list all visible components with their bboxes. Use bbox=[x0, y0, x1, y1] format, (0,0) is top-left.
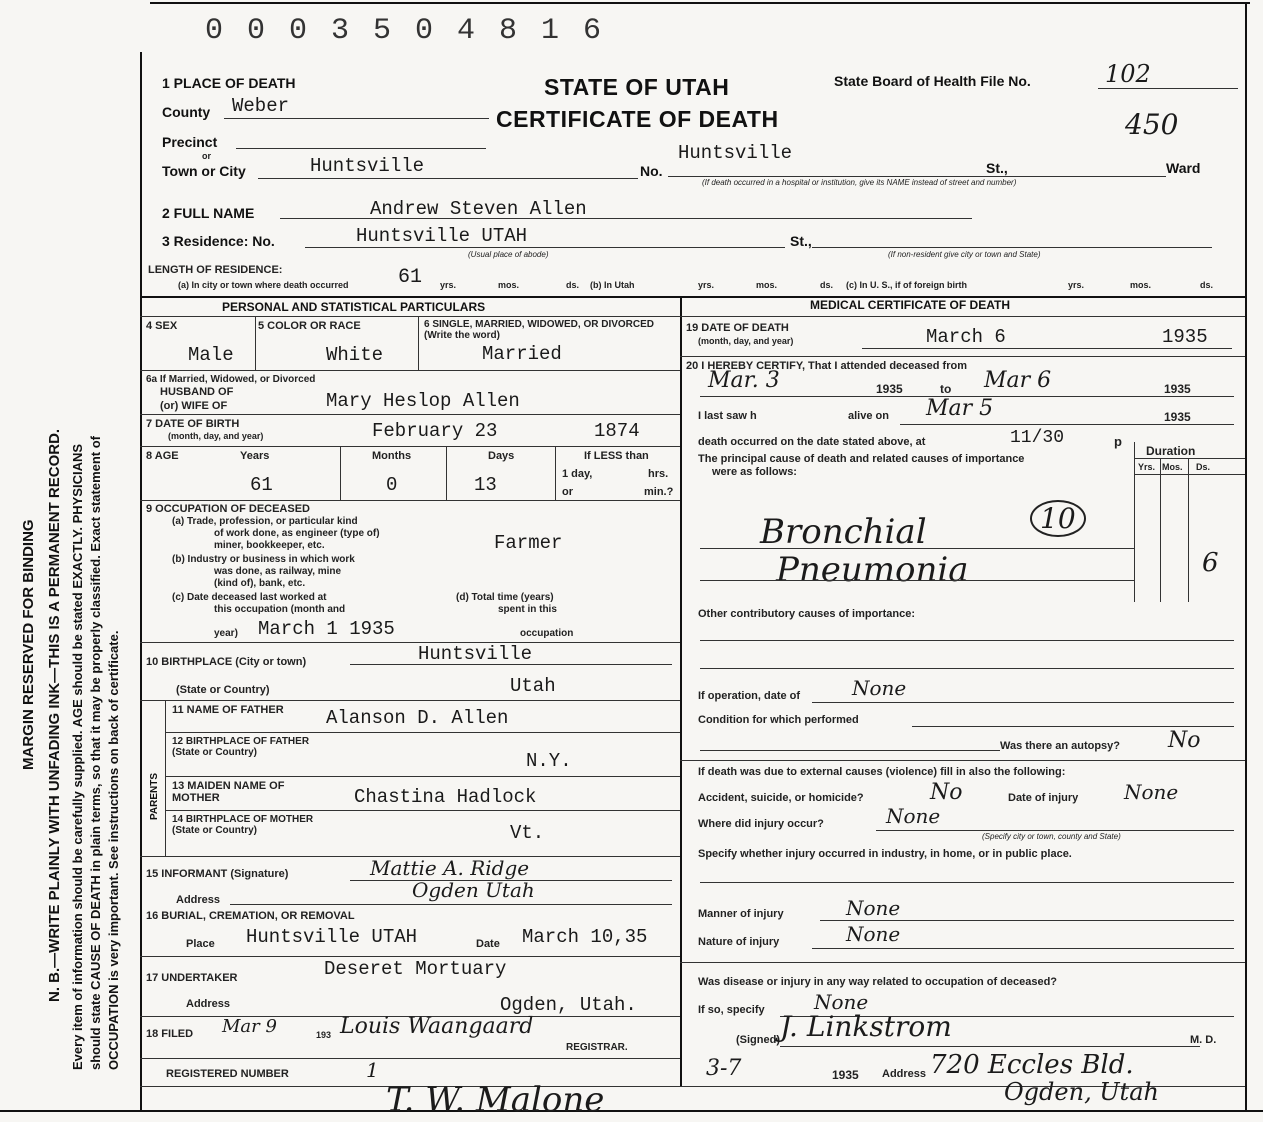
or-label: or bbox=[202, 151, 211, 161]
months-label: Months bbox=[372, 450, 412, 462]
county-label: County bbox=[162, 104, 211, 120]
length-c-label: (c) In U. S., if of foreign birth bbox=[846, 280, 967, 290]
mos-label-a: mos. bbox=[498, 280, 520, 290]
manner-value: None bbox=[846, 896, 901, 920]
attended-to: Mar 6 bbox=[984, 368, 1052, 393]
no-label: No. bbox=[640, 163, 663, 179]
occ-a-3: miner, bookkeeper, etc. bbox=[214, 540, 325, 551]
spouse-value: Mary Heslop Allen bbox=[326, 390, 520, 412]
birthplace-state: Utah bbox=[510, 675, 556, 697]
birthplace-city: Huntsville bbox=[418, 643, 533, 665]
external-label: If death was due to external causes (violence) fill in also the following: bbox=[698, 766, 1066, 778]
registered-number: 1 bbox=[366, 1058, 379, 1082]
informant-address-label: Address bbox=[176, 894, 221, 906]
attended-from-year: 1935 bbox=[876, 382, 903, 396]
state-title: STATE OF UTAH bbox=[544, 74, 730, 100]
dod-year: 1935 bbox=[1162, 326, 1208, 348]
duration-mos: Mos. bbox=[1162, 462, 1183, 472]
other-causes-label: Other contributory causes of importance: bbox=[698, 608, 915, 620]
cause-label-1: The principal cause of death and related causes of importance bbox=[698, 453, 1025, 465]
sex-value: Male bbox=[188, 344, 234, 366]
dod-label-2: (month, day, and year) bbox=[698, 336, 794, 346]
lastsaw-year: 1935 bbox=[1164, 410, 1191, 424]
lessthan-day: 1 day, bbox=[562, 468, 593, 480]
yrs-label-c: yrs. bbox=[1068, 280, 1085, 290]
cause-2-days: 6 bbox=[1202, 548, 1219, 578]
bottom-signature: T. W. Malone bbox=[386, 1080, 605, 1120]
mother-bp-label: 14 BIRTHPLACE OF MOTHER (State or Country) bbox=[172, 814, 314, 836]
certificate-title: CERTIFICATE OF DEATH bbox=[496, 106, 779, 132]
last-worked-value: March 1 1935 bbox=[258, 618, 395, 640]
occ-c-2: this occupation (month and bbox=[214, 604, 346, 615]
filed-label: 18 FILED bbox=[146, 1028, 194, 1040]
ifso-value: None bbox=[814, 990, 869, 1014]
dob-year: 1874 bbox=[594, 420, 640, 442]
father-bp-label: 12 BIRTHPLACE OF FATHER (State or Country) bbox=[172, 736, 310, 758]
cause-2: Pneumonia bbox=[776, 550, 969, 590]
age-days-value: 13 bbox=[474, 474, 497, 496]
manner-label: Manner of injury bbox=[698, 908, 784, 920]
marital-label: 6 SINGLE, MARRIED, WIDOWED, OR DIVORCED (Write the word) bbox=[424, 319, 655, 341]
occ-b-3: (kind of), bank, etc. bbox=[214, 578, 306, 589]
abode-note: (Usual place of abode) bbox=[468, 250, 549, 259]
lastsaw-mid-label: alive on bbox=[848, 410, 889, 422]
physician-city: Ogden, Utah bbox=[1004, 1078, 1159, 1106]
father-label: 11 NAME OF FATHER bbox=[172, 704, 284, 716]
nonresident-note: (If non-resident give city or town and State) bbox=[888, 250, 1041, 259]
duration-label: Duration bbox=[1146, 444, 1196, 458]
injury-date-label: Date of injury bbox=[1008, 792, 1079, 804]
registrar-label: REGISTRAR. bbox=[566, 1042, 628, 1053]
filed-year: 193 bbox=[316, 1030, 332, 1040]
ds-label-c: ds. bbox=[1200, 280, 1214, 290]
yrs-label-b: yrs. bbox=[698, 280, 715, 290]
autopsy-value: No bbox=[1168, 728, 1201, 753]
operation-value: None bbox=[852, 676, 907, 700]
father-value: Alanson D. Allen bbox=[326, 707, 509, 729]
dod-label-1: 19 DATE OF DEATH bbox=[686, 322, 789, 334]
attended-from: Mar. 3 bbox=[708, 368, 780, 393]
spouse-label-2: HUSBAND OF bbox=[160, 386, 234, 398]
occ-d-2: spent in this bbox=[498, 604, 557, 615]
cause-1: Bronchial bbox=[760, 512, 927, 552]
sign-date: 3-7 bbox=[706, 1056, 742, 1081]
nature-value: None bbox=[846, 922, 901, 946]
birthplace-state-label: (State or Country) bbox=[176, 684, 270, 696]
occ-a-2: of work done, as engineer (type of) bbox=[214, 528, 380, 539]
dob-label-2: (month, day, and year) bbox=[168, 431, 264, 441]
accident-label: Accident, suicide, or homicide? bbox=[698, 792, 864, 804]
informant-label: 15 INFORMANT (Signature) bbox=[146, 868, 289, 880]
serial-number: 0 0 0 3 5 0 4 8 1 6 bbox=[205, 14, 605, 48]
bottom-border bbox=[0, 1110, 1263, 1112]
mos-label-b: mos. bbox=[756, 280, 778, 290]
autopsy-label: Was there an autopsy? bbox=[1000, 740, 1121, 752]
lastsaw-label: I last saw h bbox=[698, 410, 757, 422]
ds-label-b: ds. bbox=[820, 280, 834, 290]
personal-section-title: PERSONAL AND STATISTICAL PARTICULARS bbox=[222, 300, 486, 314]
town-label: Town or City bbox=[162, 163, 246, 179]
burial-date-value: March 10,35 bbox=[522, 926, 648, 948]
file-no-label: State Board of Health File No. bbox=[834, 73, 1031, 89]
father-bp-value: N.Y. bbox=[526, 750, 572, 772]
spouse-label-1: 6a If Married, Widowed, or Divorced bbox=[146, 374, 316, 385]
place-of-death-label: 1 PLACE OF DEATH bbox=[162, 75, 296, 91]
margin-binding-note: MARGIN RESERVED FOR BINDING bbox=[20, 519, 37, 770]
mos-label-c: mos. bbox=[1130, 280, 1152, 290]
informant-address: Ogden Utah bbox=[412, 878, 535, 902]
sign-year: 1935 bbox=[832, 1068, 859, 1082]
color-value: White bbox=[326, 344, 384, 366]
mother-value: Chastina Hadlock bbox=[354, 786, 537, 808]
injury-date-value: None bbox=[1124, 780, 1179, 804]
physician-signature: J. Linkstrom bbox=[780, 1010, 952, 1043]
duration-ds: Ds. bbox=[1196, 462, 1211, 472]
right-border bbox=[1245, 2, 1247, 1112]
margin-ink-note: N. B.—WRITE PLAINLY WITH UNFADING INK—THIS IS A PERMANENT RECORD. bbox=[46, 428, 63, 1002]
years-label: Years bbox=[240, 450, 270, 462]
birthplace-label: 10 BIRTHPLACE (City or town) bbox=[146, 656, 307, 668]
where-value: None bbox=[886, 804, 941, 828]
lessthan-label: If LESS than bbox=[584, 450, 649, 462]
parents-label: PARENTS bbox=[149, 772, 160, 820]
duration-yrs: Yrs. bbox=[1138, 462, 1156, 472]
age-label: 8 AGE bbox=[146, 450, 179, 462]
disease-label: Was disease or injury in any way related to occupation of deceased? bbox=[698, 976, 1058, 988]
color-label: 5 COLOR OR RACE bbox=[258, 320, 361, 332]
ward-label: Ward bbox=[1166, 160, 1201, 176]
occupation-label: 9 OCCUPATION OF DECEASED bbox=[146, 503, 310, 515]
time-value: 11/30 bbox=[1010, 428, 1065, 448]
occ-a-1: (a) Trade, profession, or particular kind bbox=[172, 516, 358, 527]
address-label: Address bbox=[882, 1068, 927, 1080]
occupation-value: Farmer bbox=[494, 532, 563, 554]
county-value: Weber bbox=[232, 95, 290, 117]
occ-c-3: year) bbox=[214, 628, 238, 639]
cause-label-2: were as follows: bbox=[712, 466, 797, 478]
length-b-label: (b) In Utah bbox=[590, 280, 635, 290]
burial-place-label: Place bbox=[186, 938, 215, 950]
attended-to-label: to bbox=[940, 382, 952, 396]
spouse-label-3: (or) WIFE OF bbox=[160, 400, 228, 412]
precinct-label: Precinct bbox=[162, 134, 218, 150]
condition-label: Condition for which performed bbox=[698, 714, 859, 726]
ifso-label: If so, specify bbox=[698, 1004, 765, 1016]
registered-number-label: REGISTERED NUMBER bbox=[166, 1068, 289, 1080]
time-label: death occurred on the date stated above, at bbox=[698, 436, 926, 448]
burial-date-label: Date bbox=[476, 938, 500, 950]
filed-date: Mar 9 bbox=[222, 1016, 277, 1037]
signed-label: (Signed) bbox=[736, 1034, 780, 1046]
specify-label: Specify whether injury occurred in industry, in home, or in public place. bbox=[698, 848, 1072, 860]
undertaker-label: 17 UNDERTAKER bbox=[146, 972, 238, 984]
left-border bbox=[140, 52, 142, 1112]
margin-instructions-3: OCCUPATION is very important. See instructions on back of certificate. bbox=[106, 630, 121, 1070]
top-border bbox=[150, 2, 1250, 4]
min-label: min.? bbox=[644, 486, 674, 498]
undertaker-value: Deseret Mortuary bbox=[324, 958, 507, 980]
md-label: M. D. bbox=[1190, 1034, 1217, 1046]
file-no-secondary: 450 bbox=[1125, 108, 1179, 141]
ds-label-a: ds. bbox=[566, 280, 580, 290]
no-value: Huntsville bbox=[678, 142, 793, 164]
occ-b-2: was done, as railway, mine bbox=[214, 566, 342, 577]
sex-label: 4 SEX bbox=[146, 320, 178, 332]
undertaker-address-label: Address bbox=[186, 998, 231, 1010]
where-note: (Specify city or town, county and State) bbox=[982, 832, 1121, 841]
registrar-signature: Louis Waangaard bbox=[340, 1014, 534, 1039]
burial-label: 16 BURIAL, CREMATION, OR REMOVAL bbox=[146, 910, 355, 922]
medical-section-title: MEDICAL CERTIFICATE OF DEATH bbox=[810, 298, 1010, 312]
informant-signature: Mattie A. Ridge bbox=[370, 856, 530, 880]
hospital-note: (If death occurred in a hospital or institution, give its NAME instead of street and number) bbox=[702, 178, 1017, 187]
cause-1-code: 10 bbox=[1030, 500, 1086, 537]
yrs-label-a: yrs. bbox=[440, 280, 457, 290]
residence-street-label: St., bbox=[790, 233, 812, 249]
town-value: Huntsville bbox=[310, 155, 425, 177]
nature-label: Nature of injury bbox=[698, 936, 780, 948]
length-a-years: 61 bbox=[398, 266, 423, 289]
attended-to-year: 1935 bbox=[1164, 382, 1191, 396]
occ-c-1: (c) Date deceased last worked at bbox=[172, 592, 327, 603]
length-label: LENGTH OF RESIDENCE: bbox=[148, 264, 283, 276]
file-no-value: 102 bbox=[1105, 60, 1151, 88]
age-months-value: 0 bbox=[386, 474, 398, 496]
dob-value: February 23 bbox=[372, 420, 498, 442]
margin-instructions-2: should state CAUSE OF DEATH in plain terms, so that it may be properly classified. Exact statement of bbox=[88, 435, 103, 1070]
undertaker-address: Ogden, Utah. bbox=[500, 994, 637, 1016]
occ-d-3: occupation bbox=[520, 628, 574, 639]
or-label-age: or bbox=[562, 486, 573, 498]
days-label: Days bbox=[488, 450, 515, 462]
full-name-value: Andrew Steven Allen bbox=[370, 198, 587, 220]
burial-place-value: Huntsville UTAH bbox=[246, 926, 418, 948]
where-label: Where did injury occur? bbox=[698, 818, 824, 830]
physician-address: 720 Eccles Bld. bbox=[930, 1050, 1134, 1080]
residence-label: 3 Residence: No. bbox=[162, 233, 275, 249]
margin-instructions-1: Every item of information should be carefully supplied. AGE should be stated EXACTLY. PHYSICIANS bbox=[70, 443, 85, 1070]
age-years-value: 61 bbox=[250, 474, 273, 496]
length-a-label: (a) In city or town where death occurred bbox=[178, 280, 349, 290]
residence-value: Huntsville UTAH bbox=[356, 225, 528, 247]
hrs-label: hrs. bbox=[648, 468, 669, 480]
mother-bp-value: Vt. bbox=[510, 822, 545, 844]
accident-value: No bbox=[930, 780, 963, 805]
occ-d-1: (d) Total time (years) bbox=[456, 592, 554, 603]
lastsaw-date: Mar 5 bbox=[926, 396, 994, 421]
dod-value: March 6 bbox=[926, 326, 1006, 348]
street-label: St., bbox=[986, 160, 1008, 176]
dob-label-1: 7 DATE OF BIRTH bbox=[146, 418, 240, 430]
marital-value: Married bbox=[482, 343, 562, 365]
occ-b-1: (b) Industry or business in which work bbox=[172, 554, 355, 565]
certify-label: 20 I HEREBY CERTIFY, That I attended deceased from bbox=[686, 360, 967, 372]
mother-label: 13 MAIDEN NAME OF MOTHER bbox=[172, 780, 285, 804]
operation-label: If operation, date of bbox=[698, 690, 801, 702]
full-name-label: 2 FULL NAME bbox=[162, 205, 255, 221]
time-suffix: p bbox=[1114, 434, 1122, 449]
